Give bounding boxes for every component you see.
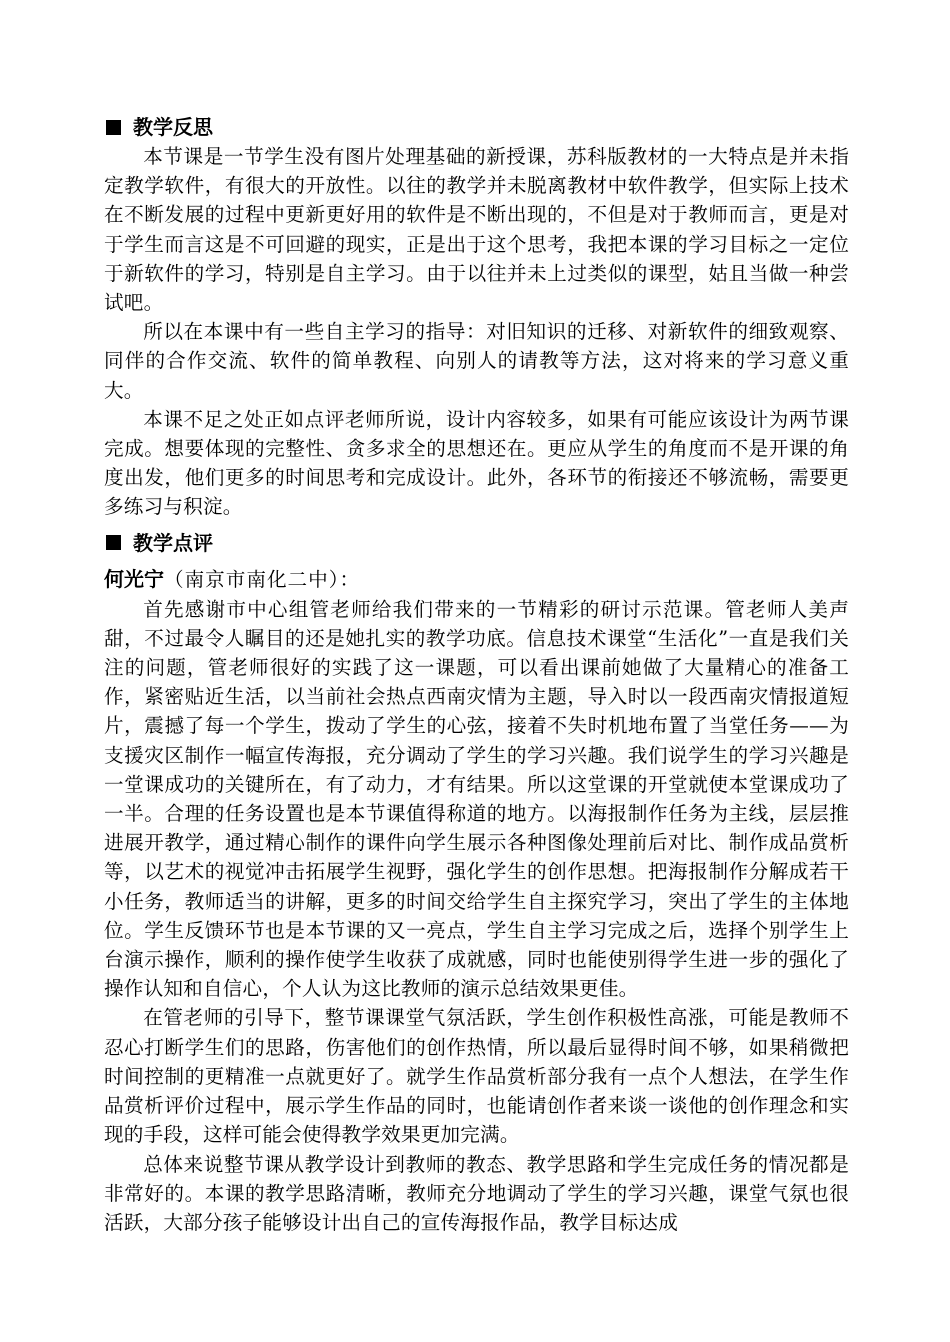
reflection-paragraph: 本节课是一节学生没有图片处理基础的新授课，苏科版教材的一大特点是并未指定教学软件，有很大的开放性。以往的教学并未脱离教材中软件教学，但实际上技术在不断发展的过程中更新更好用的软件是不断出现的，不但是对于教师而言，更是对于学生而言这是不可回避的现实，正是出于这个思考，我把本课的学习目标之一定位于新软件的学习，特别是自主学习。由于以往并未上过类似的课型，姑且当做一种尝试吧。 <box>104 145 849 315</box>
section-heading-text: 教学点评 <box>133 530 213 555</box>
review-paragraph: 总体来说整节课从教学设计到教师的教态、教学思路和学生完成任务的情况都是非常好的。本课的教学思路清晰，教师充分地调动了学生的学习兴趣，课堂气氛也很活跃，大部分孩子能够设计出自己的宣传海报作品，教学目标达成 <box>104 1152 849 1234</box>
reviewer-name: 何光宁 <box>104 566 164 591</box>
reviewer-affiliation: （南京市南化二中）： <box>164 567 361 591</box>
reflection-paragraph: 本课不足之处正如点评老师所说，设计内容较多，如果有可能应该设计为两节课完成。想要体现的完整性、贪多求全的思想还在。更应从学生的角度而不是开课的角度出发，他们更多的时间思考和完成设计。此外，各环节的衔接还不够流畅，需要更多练习与积淀。 <box>104 407 849 519</box>
document-page <box>104 112 849 1237</box>
review-paragraph: 在管老师的引导下，整节课课堂气氛活跃，学生创作积极性高涨，可能是教师不忍心打断学生们的思路，伤害他们的创作热情，所以最后显得时间不够，如果稍微把时间控制的更精准一点就更好了。就学生作品赏析部分我有一点个人想法，在学生作品赏析评价过程中，展示学生作品的同时，也能请创作者来谈一谈他的创作理念和实现的手段，这样可能会使得教学效果更加完满。 <box>104 1006 849 1147</box>
square-bullet-icon <box>106 120 121 135</box>
review-paragraph: 首先感谢市中心组管老师给我们带来的一节精彩的研讨示范课。管老师人美声甜，不过最令人瞩目的还是她扎实的教学功底。信息技术课堂“生活化”一直是我们关注的问题，管老师很好的实践了这一课题，可以看出课前她做了大量精心的准备工作，紧密贴近生活，以当前社会热点西南灾情为主题，导入时以一段西南灾情报道短片，震撼了每一个学生，拨动了学生的心弦，接着不失时机地布置了当堂任务——为支援灾区制作一幅宣传海报，充分调动了学生的学习兴趣。我们说学生的学习兴趣是一堂课成功的关键所在，有了动力，才有结果。所以这堂课的开堂就使本堂课成功了一半。合理的任务设置也是本节课值得称道的地方。以海报制作任务为主线，层层推进展开教学，通过精心制作的课件向学生展示各种图像处理前后对比、制作成品赏析等，以艺术的视觉冲击拓展学生视野，强化学生的创作思想。把海报制作分解成若干小任务，教师适当的讲解，更多的时间交给学生自主探究学习，突出了学生的主体地位。学生反馈环节也是本节课的又一亮点，学生自主学习完成之后，选择个别学生上台演示操作，顺利的操作使学生收获了成就感，同时也能使别得学生进一步的强化了操作认知和自信心，个人认为这比教师的演示总结效果更佳。 <box>104 597 849 1001</box>
section-heading-reflection <box>104 112 849 142</box>
reflection-paragraph: 所以在本课中有一些自主学习的指导：对旧知识的迁移、对新软件的细致观察、同伴的合作交流、软件的简单教程、向别人的请教等方法，这对将来的学习意义重大。 <box>104 320 849 402</box>
section-heading-text: 教学反思 <box>133 115 213 139</box>
section-heading-review <box>104 528 849 558</box>
square-bullet-icon <box>106 535 121 550</box>
reviewer-line <box>104 564 849 595</box>
